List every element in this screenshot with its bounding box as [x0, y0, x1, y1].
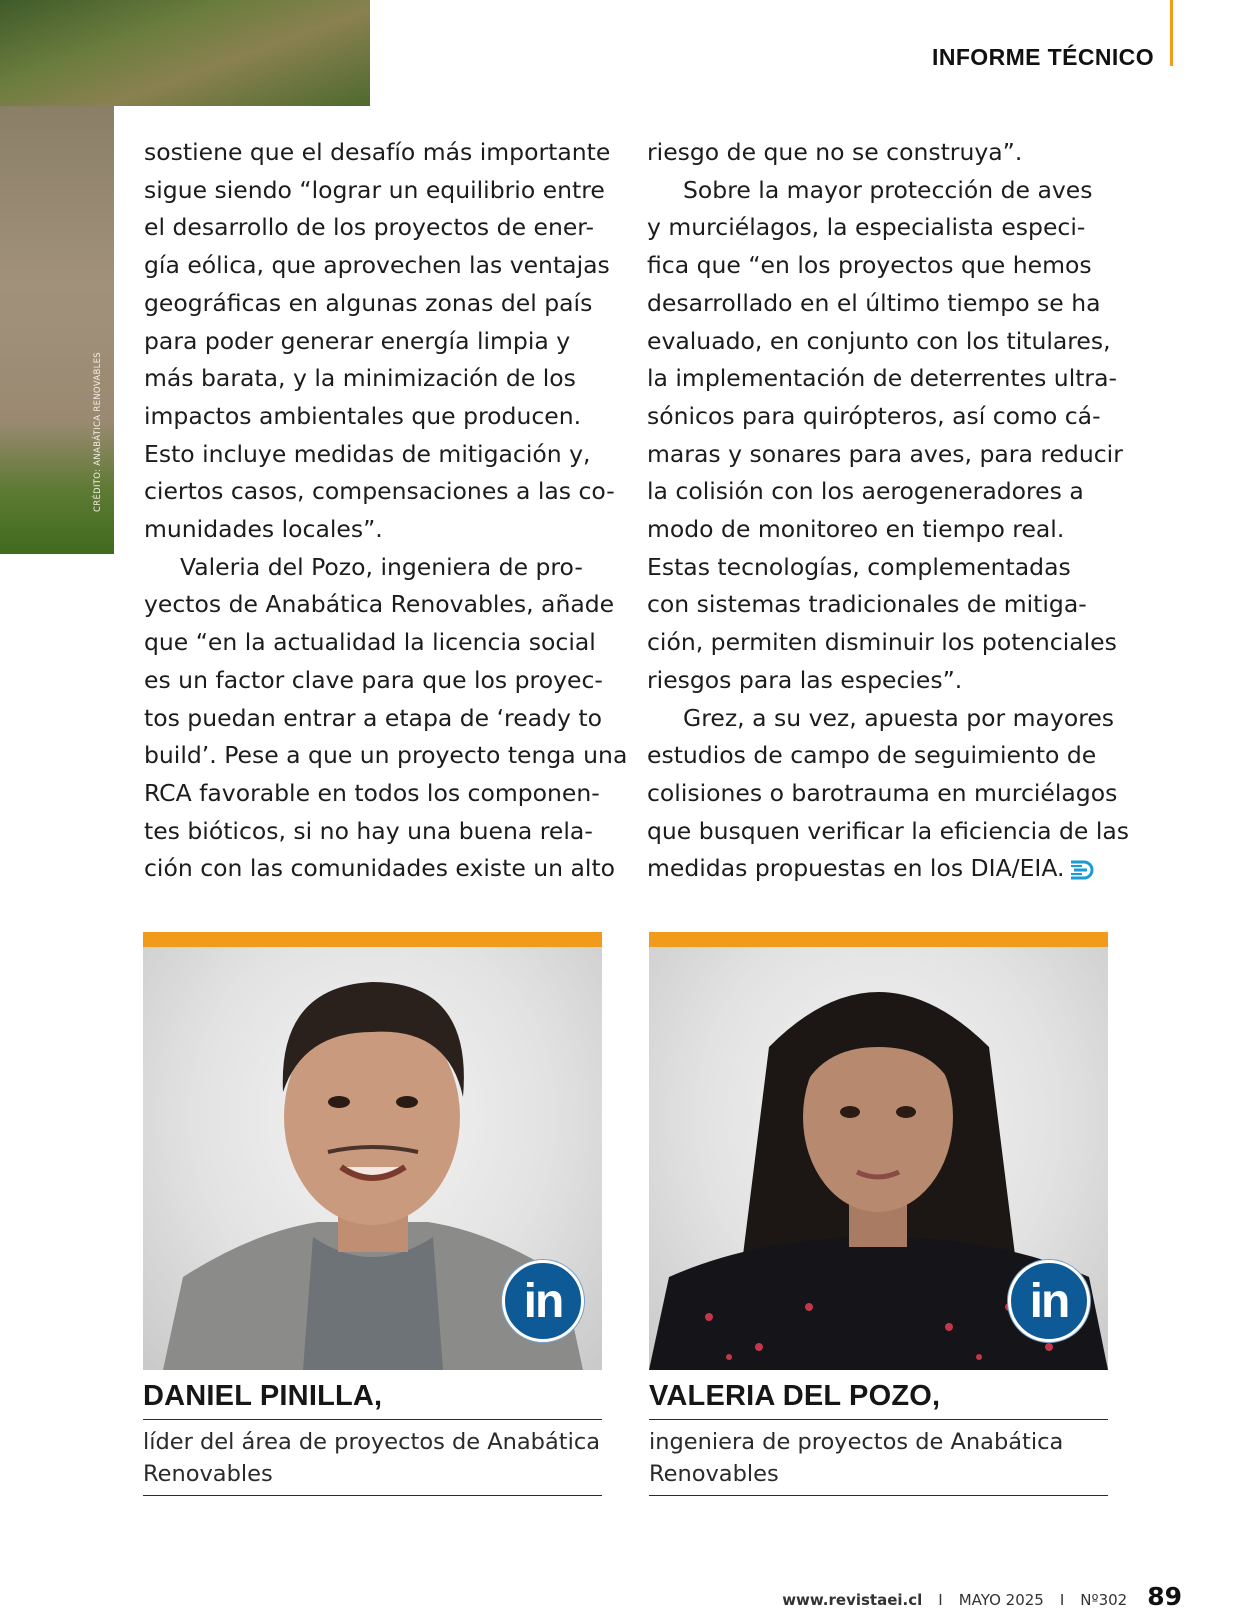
profile-card-daniel-pinilla: [143, 932, 602, 1496]
article-line: tos puedan entrar a etapa de ‘ready to: [144, 703, 602, 732]
photo-credit: CRÉDITO: ANABÁTICA RENOVABLES: [93, 352, 103, 512]
article-line: el desarrollo de los proyectos de ener-: [144, 213, 594, 242]
article-right-column: [647, 134, 1130, 888]
profile-card-valeria-del-pozo: [649, 932, 1108, 1496]
article-line: ción, permiten disminuir los potenciales: [647, 628, 1117, 657]
footer-issue-date: MAYO 2025: [958, 1591, 1044, 1609]
article-line: que busquen verificar la eficiencia de las: [647, 816, 1130, 845]
article-line: modo de monitoreo en tiempo real.: [647, 515, 1065, 544]
article-line: y murciélagos, la especialista especi-: [647, 213, 1086, 242]
article-line: más barata, y la minimización de los: [144, 364, 576, 393]
header-accent-bar: [1170, 0, 1173, 66]
article-line: Esto incluye medidas de mitigación y,: [144, 439, 591, 468]
article-line: impactos ambientales que producen.: [144, 401, 582, 430]
article-line: para poder generar energía limpia y: [144, 326, 571, 355]
landscape-photo: [0, 0, 370, 106]
article-line: tes bióticos, si no hay una buena rela-: [144, 816, 593, 845]
article-line: build’. Pese a que un proyecto tenga una: [144, 741, 628, 770]
article-line: desarrollado en el último tiempo se ha: [647, 288, 1101, 317]
article-line: colisiones o barotrauma en murciélagos: [647, 778, 1118, 807]
page-number: 89: [1147, 1582, 1182, 1611]
article-line: ciertos casos, compensaciones a las co-: [144, 477, 615, 506]
article-end-icon: [1068, 858, 1094, 882]
article-line: con sistemas tradicionales de mitiga-: [647, 590, 1087, 619]
article-line: la colisión con los aerogeneradores a: [647, 477, 1084, 506]
article-line: sónicos para quirópteros, así como cá-: [647, 401, 1101, 430]
profile-role: líder del área de proyectos de Anabática Renovables: [143, 1420, 602, 1496]
article-line: munidades locales”.: [144, 515, 383, 544]
article-last-line: [647, 850, 1117, 888]
article-line: medidas propuestas en los DIA/EIA.: [647, 854, 1065, 883]
profile-name: DANIEL PINILLA,: [143, 1380, 602, 1420]
article-line: geográficas en algunas zonas del país: [144, 288, 593, 317]
article-line: riesgo de que no se construya”.: [647, 138, 1023, 166]
article-line: que “en la actualidad la licencia social: [144, 628, 596, 657]
article-line: gía eólica, que aprovechen las ventajas: [144, 251, 610, 280]
footer-separator: I: [1059, 1591, 1065, 1609]
article-line: Valeria del Pozo, ingeniera de pro-: [180, 552, 583, 581]
article-line: evaluado, en conjunto con los titulares,: [647, 326, 1111, 355]
article-line: estudios de campo de seguimiento de: [647, 741, 1097, 770]
article-line: riesgos para las especies”.: [647, 665, 963, 694]
profile-role: ingeniera de proyectos de Anabática Renovables: [649, 1420, 1108, 1496]
footer-separator: I: [938, 1591, 943, 1609]
card-accent-bar: [649, 932, 1108, 947]
article-left-column: [144, 134, 628, 888]
portrait-photo-valeria-del-pozo: [649, 947, 1108, 1370]
footer-issue-number: Nº302: [1080, 1591, 1128, 1609]
portrait-photo-daniel-pinilla: [143, 947, 602, 1370]
article-line: Sobre la mayor protección de aves: [683, 175, 1093, 204]
article-line: la implementación de deterrentes ultra-: [647, 364, 1117, 393]
article-line: RCA favorable en todos los componen-: [144, 778, 600, 807]
card-accent-bar: [143, 932, 602, 947]
article-line: sigue siendo “lograr un equilibrio entre: [144, 175, 605, 204]
article-line: fica que “en los proyectos que hemos: [647, 251, 1092, 280]
article-line: es un factor clave para que los proyec-: [144, 665, 603, 694]
article-line: maras y sonares para aves, para reducir: [647, 439, 1123, 468]
linkedin-icon[interactable]: in: [1008, 1260, 1090, 1342]
article-line: ción con las comunidades existe un alto: [144, 854, 616, 883]
footer-website[interactable]: www.revistaei.cl: [782, 1591, 923, 1609]
page-footer: [782, 1582, 1182, 1611]
article-line: Grez, a su vez, apuesta por mayores: [683, 703, 1115, 732]
article-line: yectos de Anabática Renovables, añade: [144, 590, 615, 619]
article-line: sostiene que el desafío más importante: [144, 138, 611, 166]
article-line: Estas tecnologías, complementadas: [647, 552, 1071, 581]
linkedin-icon[interactable]: in: [502, 1260, 584, 1342]
profile-name: VALERIA DEL POZO,: [649, 1380, 1108, 1420]
section-header: INFORME TÉCNICO: [932, 44, 1154, 70]
